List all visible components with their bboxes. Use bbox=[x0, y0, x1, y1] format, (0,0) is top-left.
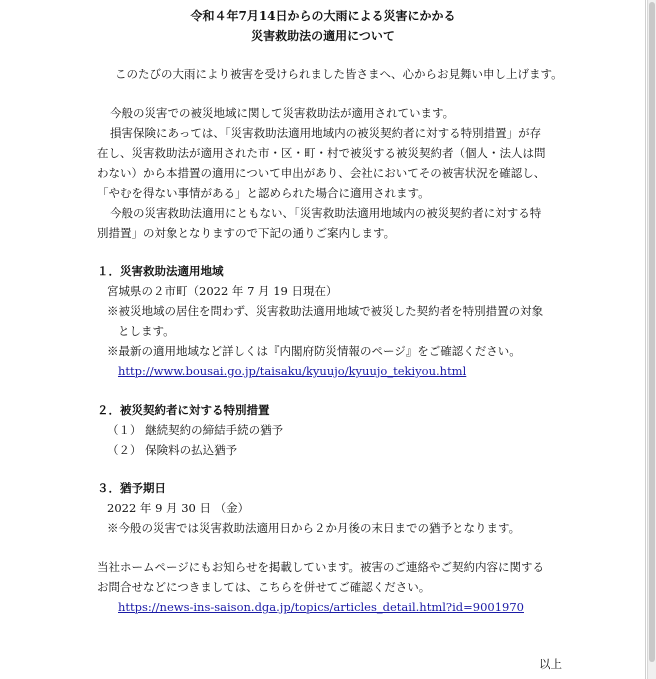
vertical-scrollbar[interactable] bbox=[647, 0, 656, 679]
note-text: とします。 bbox=[118, 324, 175, 338]
footer-text: お問合せなどにつきましては、こちらを併せてご確認ください。 bbox=[97, 580, 431, 594]
note-text: ※今般の災害では災害救助法適用日から２か月後の末日までの猶予となります。 bbox=[107, 521, 521, 535]
intro-line: 在し、災害救助法が適用された市・区・町・村で被災する被災契約者（個人・法人は問 bbox=[97, 146, 546, 160]
scrollbar-thumb[interactable] bbox=[649, 2, 655, 662]
section-3-heading: ３．猶予期日 bbox=[97, 481, 166, 495]
greeting-text: このたびの大雨により被害を受けられました皆さまへ、心からお見舞い申し上げます。 bbox=[115, 67, 563, 81]
note-text: ※被災地域の居住を問わず、災害救助法適用地域で被災した契約者を特別措置の対象 bbox=[107, 304, 544, 318]
measure-item: （２） 保険料の払込猶予 bbox=[107, 443, 238, 457]
section-2-heading: ２．被災契約者に対する特別措置 bbox=[97, 403, 270, 417]
bousai-link[interactable]: http://www.bousai.go.jp/taisaku/kyuujo/kyuujo_tekiyou.html bbox=[118, 364, 467, 378]
intro-line: 「やむを得ない事情がある」と認められた場合に適用されます。 bbox=[97, 186, 430, 200]
section-1-heading: １．災害救助法適用地域 bbox=[97, 264, 224, 278]
page-title: 令和４年7月14日からの大雨による災害にかかる bbox=[190, 9, 456, 23]
news-link[interactable]: https://news-ins-saison.dga.jp/topics/articles_detail.html?id=9001970 bbox=[118, 600, 524, 614]
intro-line: 今般の災害救助法適用にともない、「災害救助法適用地域内の被災契約者に対する特 bbox=[110, 206, 542, 220]
applicable-area-text: 宮城県の２市町（2022 年 7 月 19 日現在） bbox=[107, 284, 338, 298]
page-subtitle: 災害救助法の適用について bbox=[251, 29, 395, 43]
grace-date-text: 2022 年 9 月 30 日 （金） bbox=[107, 501, 250, 515]
footer-text: 当社ホームページにもお知らせを掲載しています。被害のご連絡やご契約内容に関する bbox=[97, 560, 545, 574]
measure-item: （１） 継続契約の締結手続の猶予 bbox=[107, 423, 284, 437]
intro-line: 損害保険にあっては、「災害救助法適用地域内の被災契約者に対する特別措置」が存 bbox=[110, 126, 542, 140]
closing-text: 以上 bbox=[539, 657, 562, 671]
note-text: ※最新の適用地域など詳しくは『内閣府防災情報のページ』をご確認ください。 bbox=[107, 344, 521, 358]
intro-line: 今般の災害での被災地域に関して災害救助法が適用されています。 bbox=[110, 106, 455, 120]
intro-line: 別措置」の対象となりますので下記の通りご案内します。 bbox=[97, 226, 396, 240]
intro-line: わない）から本措置の適用について申出があり、会社においてその被害状況を確認し、 bbox=[97, 166, 546, 180]
